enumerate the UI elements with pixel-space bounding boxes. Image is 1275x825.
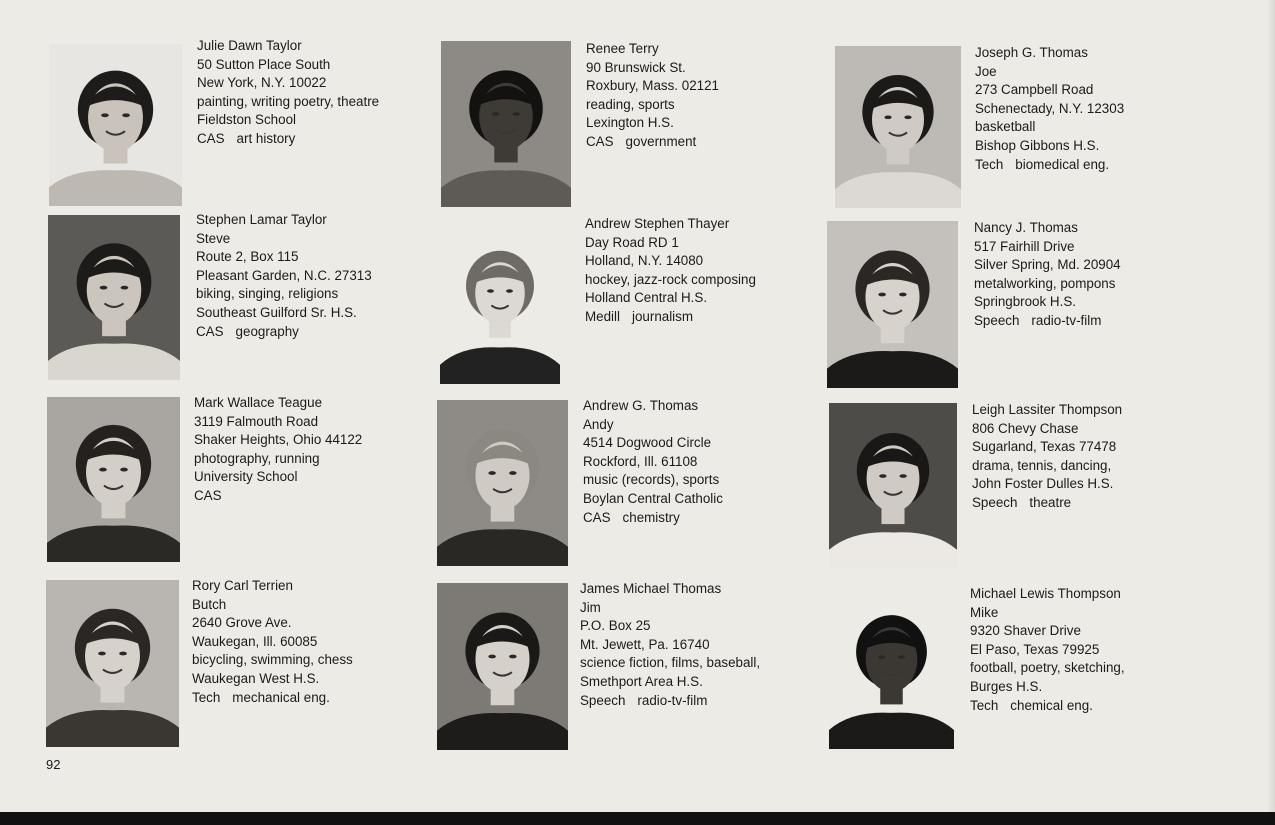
student-name: Leigh Lassiter Thompson [972, 402, 1123, 417]
student-high-school: Springbrook H.S. [974, 294, 1076, 310]
student-college: CAS [583, 509, 611, 525]
student-college-major [972, 494, 1122, 513]
student-major: government [625, 133, 697, 149]
student-college-major [583, 509, 723, 528]
student-nickname: Butch [192, 596, 227, 612]
student-address-line1: 90 Brunswick St. [586, 59, 686, 75]
student-college-major [194, 487, 362, 506]
student-info [975, 44, 1124, 174]
student-major: biomedical eng. [1015, 156, 1110, 172]
student-portrait-photo [835, 46, 961, 208]
page-bottom-edge [0, 812, 1275, 825]
student-interests: football, poetry, sketching, [970, 660, 1125, 676]
student-name: Andrew Stephen Thayer [585, 216, 730, 231]
student-info [196, 211, 372, 341]
student-college-major [586, 133, 719, 152]
student-interests: basketball [975, 119, 1036, 135]
student-college: Speech [580, 692, 626, 708]
student-interests: drama, tennis, dancing, [972, 457, 1112, 473]
student-address-line2: Holland, N.Y. 14080 [585, 253, 704, 269]
student-college: Speech [972, 494, 1018, 510]
student-address-line2: Waukegan, Ill. 60085 [192, 633, 318, 649]
student-portrait-photo [437, 400, 568, 566]
student-portrait-photo [47, 397, 180, 562]
student-high-school: University School [194, 469, 298, 485]
student-address-line1: Day Road RD 1 [585, 234, 679, 250]
student-address-line1: 806 Chevy Chase [972, 420, 1079, 436]
student-major: mechanical eng. [232, 689, 330, 705]
student-interests: metalworking, pompons [974, 275, 1116, 291]
student-address-line2: New York, N.Y. 10022 [197, 75, 327, 91]
student-college-major [974, 312, 1121, 331]
student-portrait-photo [829, 585, 954, 749]
student-major: radio-tv-film [1031, 312, 1102, 328]
student-college-major [585, 308, 756, 327]
student-name: Nancy J. Thomas [974, 220, 1078, 235]
student-info [197, 37, 379, 149]
student-college: CAS [586, 133, 614, 149]
student-college: CAS [194, 487, 222, 503]
student-major: art history [236, 130, 296, 146]
student-portrait-photo [49, 44, 182, 206]
student-nickname: Steve [196, 230, 231, 246]
student-name: Andrew G. Thomas [583, 398, 699, 413]
student-portrait-photo [48, 215, 180, 380]
student-name: Stephen Lamar Taylor [196, 212, 327, 227]
student-high-school: Waukegan West H.S. [192, 670, 320, 686]
page-number: 92 [46, 757, 61, 772]
student-info [192, 577, 353, 707]
student-address-line2: Sugarland, Texas 77478 [972, 439, 1117, 455]
student-address-line1: 517 Fairhill Drive [974, 238, 1075, 254]
student-address-line1: 3119 Falmouth Road [194, 413, 319, 429]
student-name: Rory Carl Terrien [192, 578, 293, 593]
student-college: Medill [585, 308, 620, 324]
student-info [972, 401, 1122, 513]
student-address-line2: El Paso, Texas 79925 [970, 641, 1100, 657]
student-nickname: Mike [970, 604, 999, 620]
student-name: James Michael Thomas [580, 581, 722, 596]
student-address-line2: Pleasant Garden, N.C. 27313 [196, 267, 372, 283]
student-address-line2: Silver Spring, Md. 20904 [974, 257, 1121, 273]
student-high-school: Southeast Guilford Sr. H.S. [196, 304, 357, 320]
student-college: CAS [197, 130, 225, 146]
student-portrait-photo [440, 218, 560, 384]
student-high-school: Holland Central H.S. [585, 290, 708, 306]
student-high-school: Burges H.S. [970, 678, 1043, 694]
student-address-line2: Mt. Jewett, Pa. 16740 [580, 636, 710, 652]
student-major: chemistry [622, 509, 680, 525]
student-interests: science fiction, films, baseball, [580, 655, 761, 671]
student-name: Joseph G. Thomas [975, 45, 1088, 60]
student-info [194, 394, 362, 506]
student-portrait-photo [827, 221, 958, 388]
student-major: radio-tv-film [637, 692, 708, 708]
student-address-line2: Rockford, Ill. 61108 [583, 453, 698, 469]
student-major: geography [235, 323, 299, 339]
student-major: chemical eng. [1010, 697, 1093, 713]
student-interests: painting, writing poetry, theatre [197, 93, 380, 109]
student-info [580, 580, 760, 710]
student-address-line2: Shaker Heights, Ohio 44122 [194, 432, 363, 448]
student-high-school: Bishop Gibbons H.S. [975, 137, 1100, 153]
student-college: Speech [974, 312, 1020, 328]
student-address-line1: P.O. Box 25 [580, 618, 651, 634]
student-name: Michael Lewis Thompson [970, 586, 1121, 601]
student-high-school: Boylan Central Catholic [583, 490, 723, 506]
student-high-school: Fieldston School [197, 112, 296, 128]
student-nickname: Jim [580, 599, 601, 615]
student-college-major [192, 689, 353, 708]
student-interests: photography, running [194, 450, 320, 466]
student-nickname: Joe [975, 63, 997, 79]
student-address-line1: 4514 Dogwood Circle [583, 435, 712, 451]
student-nickname: Andy [583, 416, 614, 432]
student-name: Julie Dawn Taylor [197, 38, 302, 53]
student-address-line2: Schenectady, N.Y. 12303 [975, 100, 1125, 116]
student-interests: reading, sports [586, 96, 675, 112]
student-college: Tech [970, 697, 999, 713]
student-interests: hockey, jazz-rock composing [585, 271, 756, 287]
student-portrait-photo [441, 41, 571, 207]
student-name: Mark Wallace Teague [194, 395, 323, 410]
student-college-major [975, 156, 1124, 175]
student-college-major [580, 692, 760, 711]
student-info [586, 40, 719, 152]
student-college: CAS [196, 323, 224, 339]
student-address-line1: 9320 Shaver Drive [970, 623, 1081, 639]
student-address-line1: 2640 Grove Ave. [192, 615, 292, 631]
student-interests: music (records), sports [583, 472, 720, 488]
student-high-school: Smethport Area H.S. [580, 673, 703, 689]
student-college-major [197, 130, 379, 149]
student-address-line1: 50 Sutton Place South [197, 56, 331, 72]
student-portrait-photo [437, 583, 568, 750]
student-portrait-photo [46, 580, 179, 747]
student-high-school: John Foster Dulles H.S. [972, 476, 1114, 492]
student-name: Renee Terry [586, 41, 659, 56]
student-address-line1: Route 2, Box 115 [196, 249, 299, 265]
student-college: Tech [192, 689, 221, 705]
student-info [585, 215, 756, 327]
student-info [974, 219, 1121, 331]
student-major: theatre [1029, 494, 1072, 510]
student-college-major [196, 323, 372, 342]
student-college-major [970, 697, 1125, 716]
student-college: Tech [975, 156, 1004, 172]
page-spine [1267, 0, 1275, 812]
student-info [583, 397, 723, 527]
student-high-school: Lexington H.S. [586, 115, 674, 131]
student-interests: bicycling, swimming, chess [192, 652, 353, 668]
student-major: journalism [631, 308, 694, 324]
student-address-line1: 273 Campbell Road [975, 82, 1094, 98]
student-portrait-photo [829, 403, 957, 569]
student-interests: biking, singing, religions [196, 286, 339, 302]
student-address-line2: Roxbury, Mass. 02121 [586, 78, 719, 94]
student-info [970, 585, 1125, 715]
